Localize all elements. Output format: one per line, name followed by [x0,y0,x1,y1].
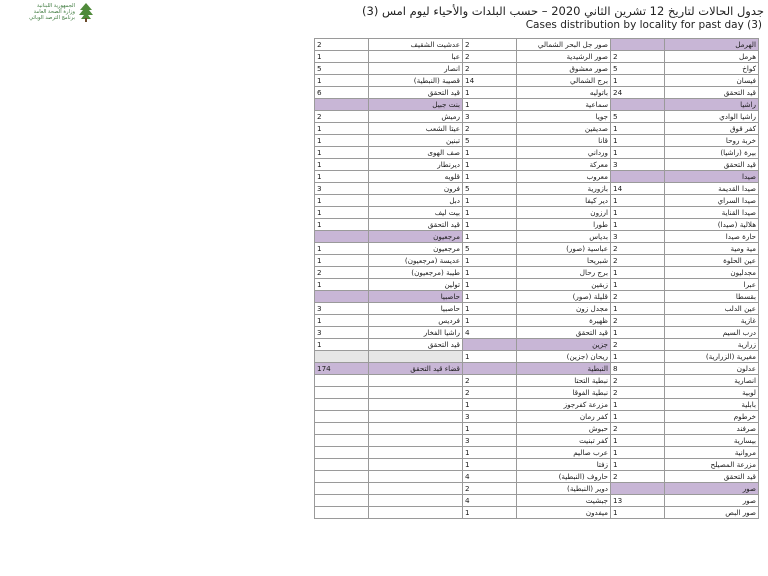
table-row [315,39,759,51]
count-cell: 1 [611,399,665,411]
count-cell: 1 [463,87,517,99]
locality-cell [369,483,463,495]
locality-cell: غازية [665,315,759,327]
locality-cell: حاروف (النبطية) [517,471,611,483]
count-cell: 1 [315,171,369,183]
locality-cell: كفر رمان [517,411,611,423]
locality-cell: عبرا [665,279,759,291]
locality-cell: الهرمل [665,39,759,51]
count-cell: 4 [463,327,517,339]
count-cell: 1 [463,291,517,303]
locality-cell [369,351,463,363]
cases-table [314,38,759,519]
count-cell: 2 [611,243,665,255]
count-cell: 1 [463,255,517,267]
locality-cell: ارزون [517,207,611,219]
count-cell [611,99,665,111]
count-cell: 1 [463,159,517,171]
locality-cell: ظهيرة [517,315,611,327]
count-cell: 1 [315,75,369,87]
count-cell: 1 [611,279,665,291]
count-cell: 3 [463,411,517,423]
count-cell: 2 [463,63,517,75]
count-cell: 1 [315,51,369,63]
locality-cell: صيدا القديمة [665,183,759,195]
count-cell: 2 [315,39,369,51]
locality-cell: بنت جبيل [369,99,463,111]
count-cell: 1 [315,339,369,351]
table-row [315,459,759,471]
locality-cell: حارة صيدا [665,231,759,243]
locality-cell: صيدا القناية [665,207,759,219]
locality-cell: راشيا [665,99,759,111]
title-english: Cases distribution by locality for past day (3) [525,19,762,31]
locality-cell: خربة روحا [665,135,759,147]
count-cell: 2 [315,111,369,123]
locality-cell [369,423,463,435]
locality-cell: عديسة (مرجعيون) [369,255,463,267]
locality-cell: ميفدون [517,507,611,519]
locality-cell: شبريحا [517,255,611,267]
locality-cell: ورداني [517,147,611,159]
count-cell: 2 [463,123,517,135]
count-cell: 8 [611,363,665,375]
count-cell [463,339,517,351]
locality-cell: بيت ليف [369,207,463,219]
locality-cell [369,387,463,399]
count-cell: 1 [463,207,517,219]
table-row [315,495,759,507]
count-cell [315,423,369,435]
table-row [315,87,759,99]
count-cell: 1 [611,147,665,159]
table-row [315,267,759,279]
locality-cell: بازورية [517,183,611,195]
ministry-name: الجمهورية اللبنانية وزارة الصحة العامة برنامج الترصد الوبائي [29,3,75,22]
count-cell: 2 [315,267,369,279]
locality-cell [369,507,463,519]
table-row [315,159,759,171]
locality-cell: باتوليه [517,87,611,99]
locality-cell: بدياس [517,231,611,243]
table-row [315,363,759,375]
count-cell: 1 [315,315,369,327]
count-cell: 2 [611,315,665,327]
locality-cell: جزين [517,339,611,351]
locality-cell: عين الحلوة [665,255,759,267]
title-arabic: جدول الحالات لتاريخ 12 تشرين الثاني 2020 – حسب البلدات والأحياء ليوم امس (3) [362,4,764,18]
count-cell [315,471,369,483]
locality-cell: فيسان [665,75,759,87]
count-cell: 1 [315,243,369,255]
locality-cell: بيرة (راشيا) [665,147,759,159]
table-row [315,195,759,207]
count-cell: 1 [315,207,369,219]
locality-cell: هلالية (صيدا) [665,219,759,231]
ministry-logo [5,2,95,28]
count-cell: 5 [463,135,517,147]
count-cell: 1 [611,135,665,147]
table-row [315,291,759,303]
locality-cell: تولين [369,279,463,291]
table-row [315,327,759,339]
count-cell: 1 [611,123,665,135]
count-cell [611,39,665,51]
locality-cell: خرطوم [665,411,759,423]
count-cell [315,399,369,411]
locality-cell [369,399,463,411]
count-cell: 5 [611,111,665,123]
locality-cell: صور الرشيدية [517,51,611,63]
locality-cell: مروانية [665,447,759,459]
locality-cell: قضاء قيد التحقق [369,363,463,375]
locality-cell [369,375,463,387]
locality-cell: صور البص [665,507,759,519]
table-row [315,183,759,195]
locality-cell: انصارية [665,375,759,387]
count-cell: 6 [315,87,369,99]
locality-cell: صرفند [665,423,759,435]
count-cell: 5 [463,243,517,255]
table-row [315,351,759,363]
count-cell [315,99,369,111]
locality-cell: مجدليون [665,267,759,279]
count-cell: 3 [463,111,517,123]
locality-cell: مغيرية (الزرارية) [665,351,759,363]
count-cell: 5 [315,63,369,75]
count-cell: 3 [315,327,369,339]
locality-cell: درب السيم [665,327,759,339]
count-cell: 1 [463,315,517,327]
count-cell: 1 [463,303,517,315]
count-cell: 1 [463,507,517,519]
count-cell: 1 [315,255,369,267]
table-row [315,279,759,291]
count-cell: 2 [463,375,517,387]
locality-cell: عباسية (صور) [517,243,611,255]
locality-cell: سماعية [517,99,611,111]
locality-cell: صيدا [665,171,759,183]
locality-cell: معركة [517,159,611,171]
count-cell: 2 [463,51,517,63]
count-cell: 2 [463,39,517,51]
count-cell: 2 [611,339,665,351]
count-cell [315,231,369,243]
count-cell: 1 [463,267,517,279]
count-cell: 2 [611,471,665,483]
locality-cell: قليلة (صور) [517,291,611,303]
locality-cell: بيسارية [665,435,759,447]
table-row [315,75,759,87]
cases-table-body [315,39,759,519]
locality-cell: كفر تبنيت [517,435,611,447]
count-cell: 3 [315,183,369,195]
table-row [315,411,759,423]
locality-cell: قيد التحقق [665,159,759,171]
count-cell: 1 [463,351,517,363]
locality-cell: جويا [517,111,611,123]
table-row [315,63,759,75]
count-cell: 1 [463,399,517,411]
locality-cell: بقسطا [665,291,759,303]
table-row [315,375,759,387]
count-cell: 1 [463,219,517,231]
table-row [315,231,759,243]
locality-cell: بابلية [665,399,759,411]
table-row [315,207,759,219]
count-cell: 1 [611,411,665,423]
count-cell: 24 [611,87,665,99]
locality-cell: طورا [517,219,611,231]
locality-cell: قيد التحقق [517,327,611,339]
count-cell: 2 [611,375,665,387]
locality-cell: قصيبة (النبطية) [369,75,463,87]
table-row [315,423,759,435]
count-cell: 1 [463,279,517,291]
count-cell: 5 [463,183,517,195]
locality-cell: مجدل زون [517,303,611,315]
locality-cell: مرجعيون [369,231,463,243]
locality-cell: صور معشوق [517,63,611,75]
count-cell: 1 [611,447,665,459]
count-cell: 1 [611,435,665,447]
locality-cell: مزرعة المصيلح [665,459,759,471]
locality-cell: صور [665,483,759,495]
count-cell: 1 [463,423,517,435]
count-cell [611,171,665,183]
table-row [315,507,759,519]
count-cell: 1 [611,351,665,363]
count-cell [315,411,369,423]
table-row [315,111,759,123]
locality-cell: راشيا الفخار [369,327,463,339]
table-row [315,123,759,135]
table-row [315,315,759,327]
count-cell: 3 [611,159,665,171]
locality-cell: قانا [517,135,611,147]
count-cell: 1 [611,195,665,207]
locality-cell: تبنين [369,135,463,147]
locality-cell: انصار [369,63,463,75]
count-cell: 1 [463,147,517,159]
count-cell: 13 [611,495,665,507]
locality-cell: صور [665,495,759,507]
count-cell [463,363,517,375]
locality-cell: النبطية [517,363,611,375]
count-cell [315,495,369,507]
locality-cell: مية ومية [665,243,759,255]
count-cell: 1 [315,279,369,291]
count-cell: 1 [315,219,369,231]
count-cell: 2 [463,387,517,399]
locality-cell: عين الدلب [665,303,759,315]
count-cell: 5 [611,63,665,75]
locality-cell: قيد التحقق [665,87,759,99]
count-cell: 1 [463,231,517,243]
count-cell: 3 [463,435,517,447]
table-row [315,447,759,459]
count-cell: 1 [315,135,369,147]
table-row [315,135,759,147]
count-cell [315,375,369,387]
locality-cell: قلويه [369,171,463,183]
locality-cell: طيبة (مرجعيون) [369,267,463,279]
table-row [315,51,759,63]
count-cell [315,435,369,447]
locality-cell [369,471,463,483]
locality-cell: رميش [369,111,463,123]
table-row [315,387,759,399]
locality-cell: صف الهوى [369,147,463,159]
cedar-icon [78,2,94,22]
count-cell: 2 [611,255,665,267]
count-cell: 1 [611,207,665,219]
locality-cell: راشيا الوادي [665,111,759,123]
count-cell: 4 [463,471,517,483]
locality-cell: صيدا السراي [665,195,759,207]
table-row [315,171,759,183]
count-cell: 1 [315,159,369,171]
locality-cell: قيد التحقق [369,87,463,99]
table-row [315,147,759,159]
count-cell [315,459,369,471]
locality-cell: دبل [369,195,463,207]
count-cell: 1 [611,303,665,315]
table-row [315,243,759,255]
count-cell: 1 [611,219,665,231]
locality-cell: صديقين [517,123,611,135]
count-cell [315,351,369,363]
locality-cell: دير كيفا [517,195,611,207]
count-cell: 1 [463,459,517,471]
count-cell: 3 [611,231,665,243]
count-cell: 1 [463,171,517,183]
locality-cell: عبا [369,51,463,63]
count-cell: 14 [463,75,517,87]
locality-cell: كفر قوق [665,123,759,135]
locality-cell: حبوش [517,423,611,435]
locality-cell: عدشيت الشقيف [369,39,463,51]
table-row [315,435,759,447]
locality-cell: كواخ [665,63,759,75]
locality-cell: عيتا الشعب [369,123,463,135]
count-cell: 1 [611,75,665,87]
table-row [315,255,759,267]
locality-cell: ديرنطار [369,159,463,171]
table-row [315,483,759,495]
table-row [315,339,759,351]
table-row [315,471,759,483]
locality-cell: دوير (النبطية) [517,483,611,495]
locality-cell: ريحان (جزين) [517,351,611,363]
count-cell: 1 [463,195,517,207]
locality-cell: نبطية الفوقا [517,387,611,399]
count-cell: 2 [611,423,665,435]
locality-cell: مرجعيون [369,243,463,255]
locality-cell: قيد التحقق [665,471,759,483]
locality-cell: هرمل [665,51,759,63]
locality-cell: صور جل البحر الشمالي [517,39,611,51]
locality-cell: فرديس [369,315,463,327]
locality-cell: عرب صاليم [517,447,611,459]
locality-cell [369,495,463,507]
count-cell: 1 [463,447,517,459]
count-cell: 3 [315,303,369,315]
locality-cell: زرارية [665,339,759,351]
count-cell: 174 [315,363,369,375]
locality-cell [369,459,463,471]
count-cell: 2 [611,51,665,63]
count-cell: 2 [611,387,665,399]
count-cell: 1 [315,123,369,135]
count-cell: 1 [611,459,665,471]
locality-cell: زبقين [517,279,611,291]
locality-cell: قيد التحقق [369,219,463,231]
locality-cell: نبطية التحتا [517,375,611,387]
locality-cell: فرون [369,183,463,195]
count-cell: 2 [611,291,665,303]
locality-cell: برج الشمالي [517,75,611,87]
count-cell [315,387,369,399]
count-cell: 1 [611,267,665,279]
count-cell: 2 [463,483,517,495]
locality-cell [369,447,463,459]
count-cell [315,291,369,303]
locality-cell: لوبية [665,387,759,399]
table-row [315,399,759,411]
locality-cell: عدلون [665,363,759,375]
count-cell: 1 [611,507,665,519]
count-cell [611,483,665,495]
table-row [315,219,759,231]
count-cell: 4 [463,495,517,507]
count-cell: 14 [611,183,665,195]
locality-cell: برج رحال [517,267,611,279]
locality-cell: قيد التحقق [369,339,463,351]
locality-cell: حاصبيا [369,291,463,303]
locality-cell: زفتا [517,459,611,471]
locality-cell [369,411,463,423]
locality-cell: جبشيت [517,495,611,507]
table-row [315,99,759,111]
count-cell: 1 [611,327,665,339]
count-cell: 1 [463,99,517,111]
locality-cell [369,435,463,447]
count-cell: 1 [315,195,369,207]
table-row [315,303,759,315]
count-cell [315,483,369,495]
count-cell: 1 [315,147,369,159]
count-cell [315,447,369,459]
locality-cell: حاصبيا [369,303,463,315]
locality-cell: مزرعة كفرجوز [517,399,611,411]
locality-cell: معروب [517,171,611,183]
count-cell [315,507,369,519]
